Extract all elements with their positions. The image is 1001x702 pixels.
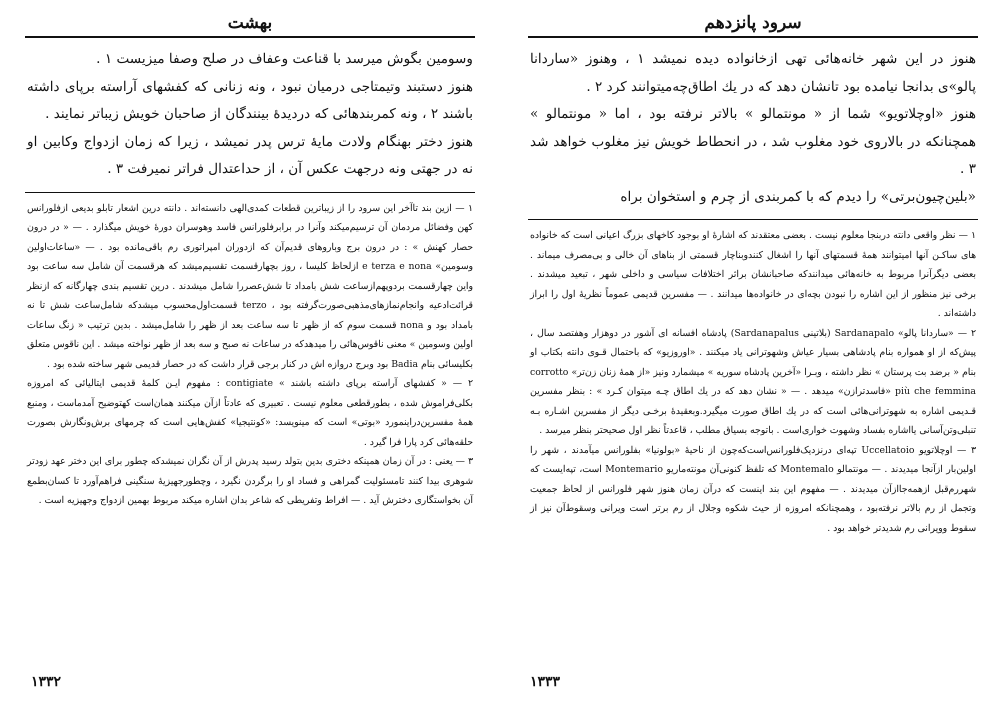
- right-footnote-3: ۳ — اوچلاتویو Uccellatoio تپه‌ای درنزدیک‌فلورانس‌است‌که‌چون از ناحیهٔ «بولونیا» بفلورانس میآمدند ، شهر را اولین‌بار ازآنجا میدیدند . — مونتمالو Montemalo که تلفظ کنونی‌آن مونته‌ماریو Montemario است، تپه‌ایست که شهررم‌قبل ازهمه‌جاازآن میدیدند . — مفهوم این بند اینست که درآن زمان هنوز شهر فلورانس از لحاظ جمعیت وتجمل از رم بالاتر نرفته‌بود ، وهمچنانکه امروزه از حیث شکوه وجلال از رم برتر است ویرانی وسقوط‌آن نیز از سقوط وویرانی رم شدیدتر خواهد بود .: [530, 444, 977, 534]
- right-paragraph-1: هنوز در این شهر خانه‌هائی تهی ازخانواده دیده نمیشد ۱ ، وهنوز «ساردانا پالو»ی بدانجا نیامده بود تانشان دهد که در یك اطاق‌چه‌میتوانند کرد ۲ .: [530, 51, 976, 95]
- left-footnote-2: ۲ — « کفشهای آراسته برپای داشته باشند » contigiate : مفهوم ایـن کلمهٔ قدیمی ایتالیائی که امروزه بکلی‌فراموش شده ، بطورقطعی معلوم نیست . تعبیری که عادتاً ازآن میکنند همان‌است کهتوضیح آمدماست ، ومنبع همهٔ مفسرین‌دراینمورد «بوتی» است که مینویسد: «کونتیجیا» کفش‌هایی است که چرمهای برش‌ونگارش بصورت حلقه‌هائی کرد پارا فرا گیرد .: [27, 378, 473, 448]
- right-footnote-2: ۲ — «ساردانا پالو» Sardanapalo (بلاتینی Sardanapalus) پادشاه افسانه ای آشور در دوهزار وهفتصد سال ، پیش‌که از او همواره بنام پادشاهی بسیار عیاش وشهوترانی یاد میکنند . «اوروزیو» که باحتمال قـوی دانته بکتاب او بنام « برضد بت پرستان » نظر داشته ، وبـرا «آخرین پادشاه سوریه » میشمارد ونیز «از همهٔ زنان زن‌تر» corrotto più che femmina «فاسدترازن» میدهد . — « نشان دهد که در یك اطاق چـه میتوان کـرد » : بنظر مفسرین قـدیمی اشاره به شهوترانی‌هائی است که در یك اطاق صورت میگیرد.وبعقیدهٔ برخـی دیگر از مفسرین اشـاره بـه تنبلی‌وتن‌آسانی یااشاره بفساد وشهوت خواری‌است . باتوجه بسیاق مطلب ، قاعدتاً نظر اول صحیحتر بنظر میرسد .: [530, 327, 976, 436]
- right-paragraph-3: «بلین‌چیون‌برتی» را دیدم که با کمربندی از چرم و استخوان براه: [620, 188, 976, 205]
- right-page-number: ۱۳۳۳: [530, 674, 561, 690]
- left-page-header: بهشت: [25, 10, 475, 38]
- left-page-number: ۱۳۳۲: [31, 674, 62, 690]
- left-page: [25, 10, 475, 690]
- right-page-header: سرود پانزدهم: [528, 10, 978, 38]
- left-footnote-3: ۳ — یعنی : در آن زمان همینکه دختری بدین بتولد رسید پدرش از آن نگران نمیشدکه چطور برای این دختر عهد زودتر شوهری بیدا کنند تامسئولیت گمراهی و فساد او را برگردن نگیرد ، وچطورجهیزیهٔ سنگینی فراهم‌آورد تا کسان‌بطمع آن بخواستگاری دخترش آید . — افراط وتفریطی که شاعر بدان اشاره میکند مربوط بهمین ازدواج وجهیزیه است .: [27, 456, 473, 506]
- left-paragraph-3: هنوز دختر بهنگام ولادت مایهٔ ترس پدر نمیشد ، زیرا که زمان ازدواج وکابین او نه در جهتی ونه درجهت عکس آن ، از حداعتدال فراتر نمیرفت ۳ .: [27, 133, 473, 177]
- left-footnote-1: ۱ — ازین بند تاآخر این سرود را از زیباترین قطعات کمدی‌الهی دانسته‌اند . دانته درین اشعار تابلو بدیعی ازفلورانس کهن وفضائل مردمان آن ترسیم‌میکند وآنرا در برابرفلورانس فاسد وهوسران دورهٔ خویش میگذارد . — « در درون حصار کهنش » : در درون برج وباروهای قدیم‌آن که ازدوران امپراتوری رم باقی‌مانده بود . — «ساعات‌اولین وسومین» e terza e nona ازلحاظ کلیسا ، روز بچهارقسمت تقسیم‌میشد که هرقسمت آن شامل سه ساعت بود واین چهارقسمت بردوپهم‌ازساعت شش بامداد تا شش‌عصررا شامل میشدند . درین تقسیم بندی چهارگانه که ازنظر قرائت‌ادعیه وانجام‌نمازهای‌مذهبی‌صورت‌گرفته بود ، terzo قسمت‌اول‌محسوب میشدکه شامل‌ساعت شش تا نه بامداد بود و nona قسمت سوم که از ظهر تا سه ساعت بعد از ظهر را شامل‌میشد . بدین ترتیب « زنگ ساعات اولین وسومین » معنی ناقوس‌هائی را میدهدکه در ساعات نه صبح و سه بعد از ظهر نواخته میشد . این ناقوس متعلق بکلیسائی بنام Badia بود وبرج‌ دروازه‌ اش در کنار برجی قرار داشت که در حصار قدیمی شهر ساخته شده بود .: [27, 202, 473, 370]
- right-footnotes: [528, 226, 978, 538]
- right-main-text: [528, 38, 978, 211]
- right-page: [528, 10, 978, 690]
- right-footnote-1: ۱ — نظر واقعی دانته دربنجا معلوم نیست . بعضی معتقدند که اشارهٔ او بوجود کاخهای بزرگ اعیانی است که خانواده های ساکـن آنها امیتوانند همهٔ قسمتهای آنها را اشغال کنندوبناچار قسمتی از بناهای آن خالی و بی‌مصرف میماند . بعضی دیگرآنرا مربوط به خانه‌هائی میدانندکه صاحبانشان براثر اختلافات سیاسی و داخلی شهر ، تبعید میشدند . برخی نیز منظور از این اشاره را نبودن بچه‌ای در خانواده‌ها میدانند . — مفسرین قدیمی عموماً نظریهٔ اول را ابراز داشته‌اند .: [530, 230, 976, 319]
- left-footnote-divider: [25, 192, 475, 193]
- right-paragraph-2: هنوز «اوچلاتویو» شما از « مونتمالو » بالاتر نرفته بود ، اما « مونتمالو » همچنانکه در بالاروی خود مغلوب شد ، در انحطاط خویش نیز مغلوب خواهد شد ۳ .: [530, 106, 976, 177]
- right-footnote-divider: [528, 219, 978, 220]
- left-footnotes: [25, 199, 475, 511]
- left-main-text: [25, 38, 475, 184]
- left-paragraph-2: هنوز دستبند وتیمتاجی درمیان نبود ، ونه زنانی که کفشهای آراسته برپای داشته باشند ۲ ، ونه کمربندهائی که دردیدهٔ بینندگان از صاحبان خویش زیباتر نمایند .: [27, 78, 473, 122]
- left-paragraph-1: وسومین بگوش میرسد با قناعت وعفاف در صلح وصفا میزیست ۱ .: [96, 51, 473, 67]
